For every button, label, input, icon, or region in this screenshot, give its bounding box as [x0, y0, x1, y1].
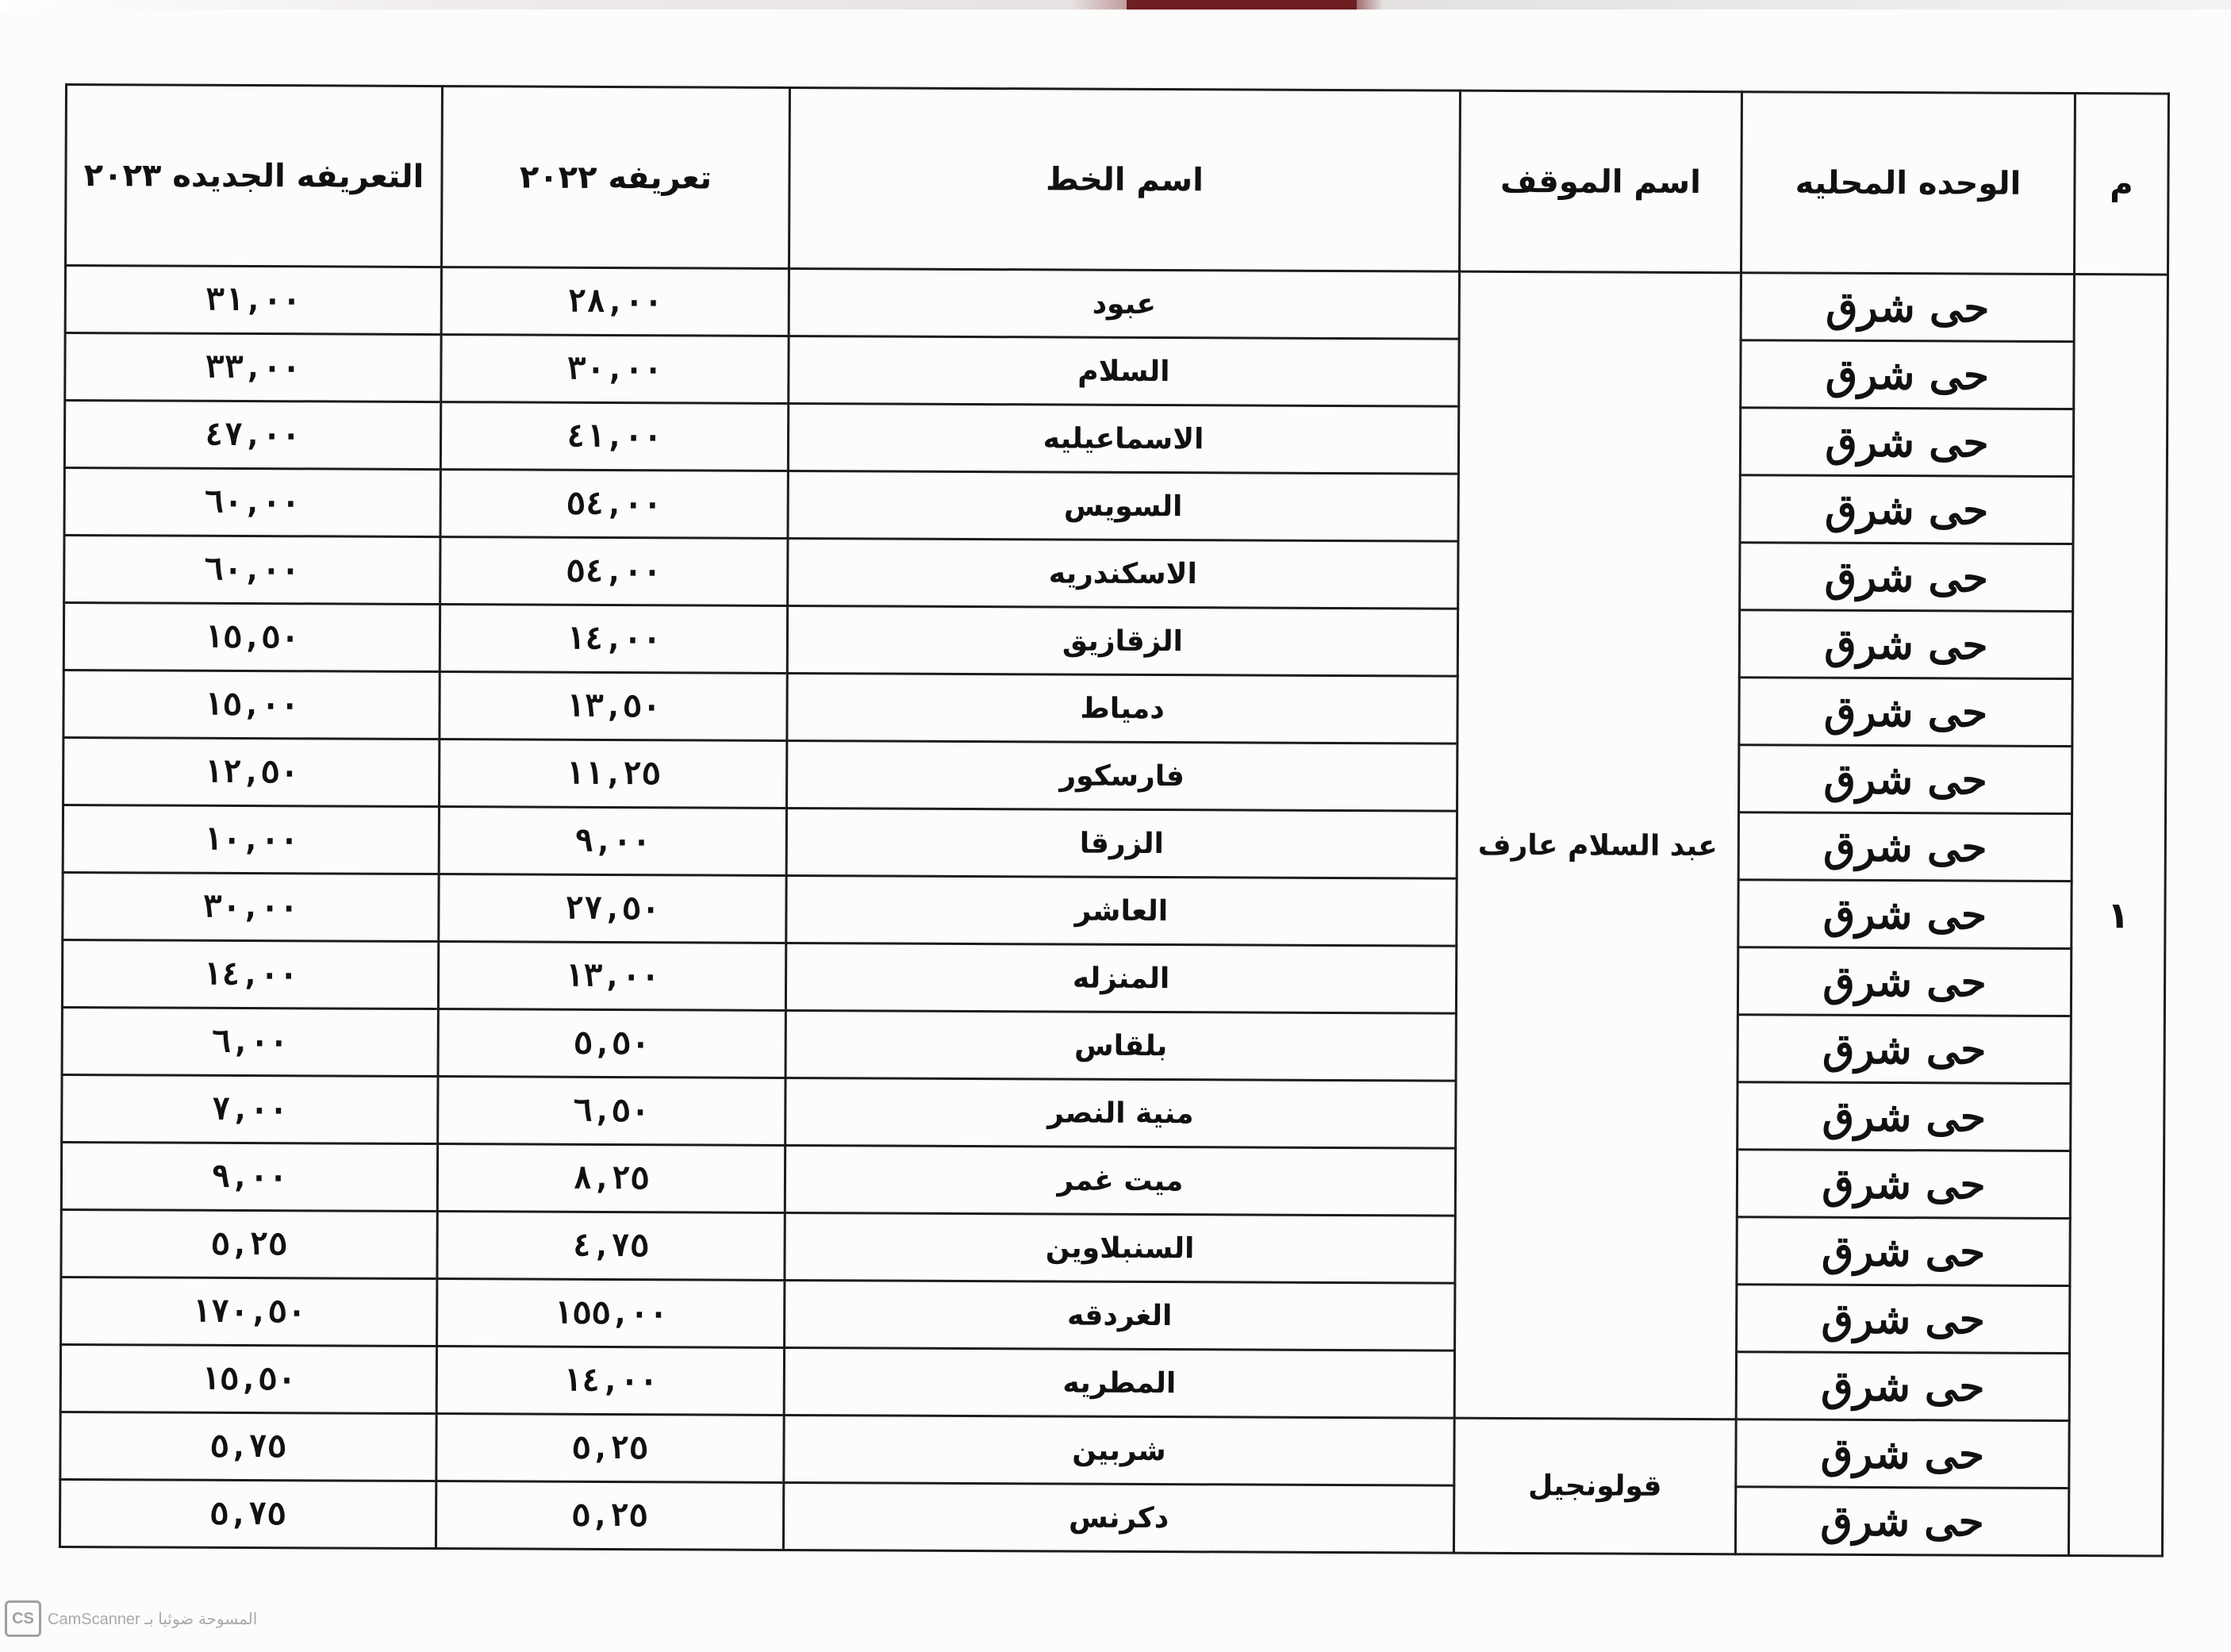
header-fare-2023: التعريفه الجديده ٢٠٢٣ — [65, 85, 442, 267]
local-unit-cell: حى شرق — [1736, 1352, 2069, 1421]
line-name-cell: السويس — [788, 471, 1458, 541]
fare-2023-cell: ٦,٠٠ — [62, 1007, 438, 1076]
stop-name-cell: قولونجيل — [1453, 1418, 1736, 1554]
header-line-name: اسم الخط — [789, 87, 1460, 271]
line-name-cell: فارسكور — [787, 740, 1457, 811]
line-name-cell: منية النصر — [785, 1078, 1456, 1148]
table-row — [64, 536, 2167, 613]
table-row — [60, 1344, 2163, 1421]
fare-2023-cell: ٤٧,٠٠ — [64, 401, 440, 470]
fare-2022-cell: ٥,٢٥ — [436, 1481, 783, 1550]
fare-table — [59, 83, 2170, 1558]
fare-2023-cell: ١٧٠,٥٠ — [61, 1277, 437, 1346]
line-name-cell: الزرقا — [786, 808, 1457, 878]
table-row — [62, 939, 2164, 1016]
local-unit-cell: حى شرق — [1740, 408, 2073, 477]
line-name-cell: العاشر — [786, 875, 1457, 946]
local-unit-cell: حى شرق — [1741, 273, 2074, 342]
fare-2022-cell: ٤١,٠٠ — [440, 402, 788, 471]
fare-2023-cell: ٣٠,٠٠ — [63, 872, 439, 941]
fare-2023-cell: ٣١,٠٠ — [65, 266, 441, 335]
line-name-cell: المنزله — [785, 943, 1456, 1013]
fare-2023-cell: ١٤,٠٠ — [62, 939, 438, 1008]
fare-2023-cell: ٦٠,٠٠ — [64, 468, 440, 537]
fare-2023-cell: ١٠,٠٠ — [63, 805, 439, 874]
line-name-cell: دمياط — [787, 673, 1457, 743]
table-row — [61, 1209, 2164, 1286]
line-name-cell: ميت غمر — [785, 1145, 1455, 1216]
fare-2023-cell: ١٥,٥٠ — [60, 1344, 436, 1413]
line-name-cell: الغردقه — [785, 1280, 1455, 1350]
table-row — [60, 1479, 2162, 1556]
fare-2022-cell: ٥,٢٥ — [436, 1414, 784, 1483]
fare-table-container — [59, 83, 2168, 1546]
fare-2022-cell: ٤,٧٥ — [437, 1212, 785, 1281]
local-unit-cell: حى شرق — [1736, 1420, 2069, 1489]
header-row — [65, 85, 2168, 275]
header-index: م — [2074, 94, 2168, 275]
table-row — [61, 1277, 2164, 1354]
table-row — [65, 333, 2168, 410]
header-fare-2022: تعريفه ٢٠٢٢ — [441, 86, 789, 269]
fare-2023-cell: ٩,٠٠ — [61, 1142, 437, 1211]
fare-2022-cell: ١٤,٠٠ — [440, 605, 787, 674]
top-edge-strip — [0, 0, 2231, 10]
local-unit-cell: حى شرق — [1741, 340, 2074, 409]
header-stop-name: اسم الموقف — [1459, 90, 1741, 273]
fare-2023-cell: ١٥,٥٠ — [63, 603, 440, 672]
fare-2022-cell: ١٤,٠٠ — [436, 1347, 784, 1416]
local-unit-cell: حى شرق — [1735, 1487, 2068, 1556]
local-unit-cell: حى شرق — [1738, 947, 2071, 1016]
table-row — [63, 872, 2165, 949]
line-name-cell: الاسماعيليه — [788, 403, 1458, 474]
local-unit-cell: حى شرق — [1737, 1150, 2070, 1219]
fare-2023-cell: ٥,٢٥ — [61, 1209, 437, 1278]
table-row — [65, 266, 2168, 343]
fare-2022-cell: ١١,٢٥ — [440, 740, 787, 809]
line-name-cell: بلقاس — [785, 1010, 1456, 1081]
table-row — [64, 468, 2167, 545]
fare-2022-cell: ٩,٠٠ — [439, 807, 786, 876]
table-row — [62, 1007, 2164, 1084]
table-row — [63, 805, 2165, 882]
fare-2022-cell: ٥٤,٠٠ — [440, 470, 788, 539]
fare-2023-cell: ٥,٧٥ — [60, 1412, 436, 1481]
table-row — [62, 1074, 2164, 1151]
fare-2022-cell: ٢٧,٥٠ — [439, 874, 786, 943]
local-unit-cell: حى شرق — [1738, 1015, 2071, 1084]
local-unit-cell: حى شرق — [1739, 678, 2072, 747]
local-unit-cell: حى شرق — [1739, 745, 2072, 814]
camscanner-text: CamScanner المسوحة ضوئيا بـ — [48, 1610, 258, 1628]
fare-2023-cell: ١٥,٠٠ — [63, 670, 440, 739]
local-unit-cell: حى شرق — [1740, 543, 2073, 612]
local-unit-cell: حى شرق — [1740, 475, 2073, 544]
table-row — [63, 737, 2166, 814]
local-unit-cell: حى شرق — [1738, 1082, 2071, 1151]
fare-2022-cell: ١٣,٥٠ — [440, 672, 787, 741]
fare-2023-cell: ٣٣,٠٠ — [65, 333, 441, 402]
fare-2022-cell: ٣٠,٠٠ — [441, 335, 789, 404]
fare-2022-cell: ٢٨,٠٠ — [441, 267, 789, 336]
fare-2022-cell: ٦,٥٠ — [438, 1077, 785, 1146]
fare-2022-cell: ١٥٥,٠٠ — [437, 1279, 785, 1348]
table-row — [63, 603, 2166, 680]
local-unit-cell: حى شرق — [1737, 1285, 2070, 1354]
line-name-cell: السلام — [789, 336, 1459, 406]
table-row — [63, 670, 2166, 747]
line-name-cell: الزقازيق — [787, 605, 1457, 676]
line-name-cell: عبود — [789, 268, 1459, 339]
fare-2022-cell: ٨,٢٥ — [437, 1144, 785, 1213]
fare-2023-cell: ٥,٧٥ — [60, 1479, 436, 1548]
line-name-cell: السنبلاوين — [785, 1212, 1455, 1283]
line-name-cell: المطريه — [784, 1347, 1454, 1418]
header-local-unit: الوحده المحليه — [1741, 92, 2075, 275]
fare-2022-cell: ٥,٥٠ — [438, 1009, 785, 1078]
fare-2023-cell: ٧,٠٠ — [62, 1074, 438, 1143]
fare-2023-cell: ٦٠,٠٠ — [64, 536, 440, 605]
table-row — [64, 401, 2167, 478]
top-edge-dark-band — [1127, 0, 1357, 10]
line-name-cell: شربين — [784, 1415, 1454, 1485]
fare-2022-cell: ١٣,٠٠ — [438, 942, 785, 1011]
local-unit-cell: حى شرق — [1737, 1217, 2070, 1286]
line-name-cell: دكرنس — [783, 1482, 1453, 1553]
table-row — [60, 1412, 2163, 1489]
stop-name-cell: عبد السلام عارف — [1454, 271, 1741, 1420]
local-unit-cell: حى شرق — [1738, 880, 2072, 949]
camscanner-watermark — [5, 1601, 257, 1636]
row-index-cell: ١ — [2068, 275, 2168, 1556]
fare-2022-cell: ٥٤,٠٠ — [440, 537, 788, 606]
line-name-cell: الاسكندريه — [788, 538, 1458, 609]
local-unit-cell: حى شرق — [1738, 813, 2072, 882]
local-unit-cell: حى شرق — [1739, 610, 2072, 679]
camscanner-logo: CS — [5, 1600, 41, 1637]
table-row — [61, 1142, 2164, 1219]
fare-2023-cell: ١٢,٥٠ — [63, 737, 440, 806]
